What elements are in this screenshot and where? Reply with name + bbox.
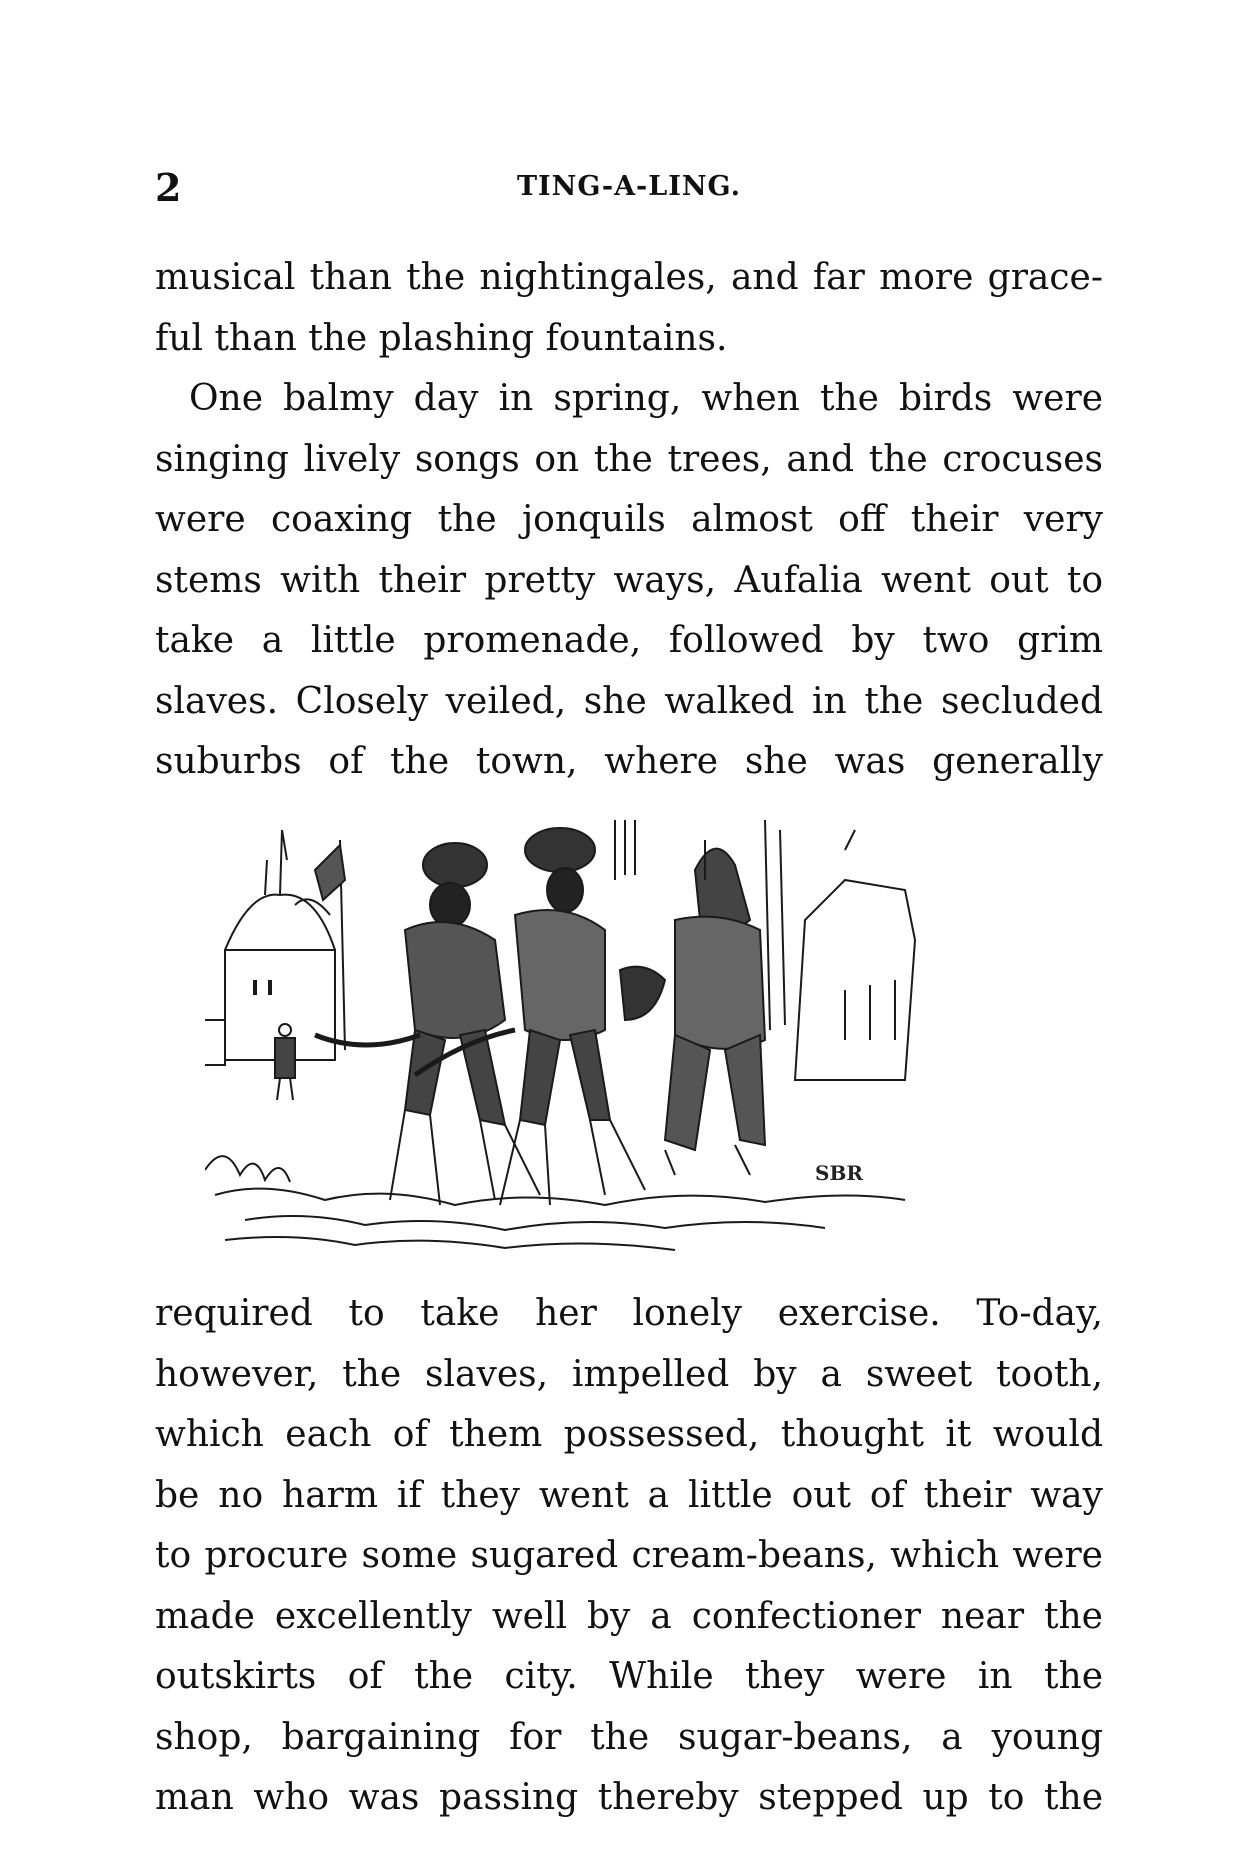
text-line: however, the slaves, impelled by a sweet tooth, [155, 1353, 1103, 1395]
text-line: slaves. Closely veiled, she walked in the secluded [155, 680, 1103, 722]
text-line: take a little promenade, followed by two grim [155, 620, 1103, 661]
flagpole [315, 840, 345, 1050]
engraving-illustration [205, 820, 1035, 1260]
text-line: singing lively songs on the trees, and the crocuses [155, 438, 1103, 480]
text-line: made excellently well by a confectioner near the [155, 1595, 1103, 1637]
text-line: to procure some sugared cream-beans, which were [155, 1535, 1103, 1576]
top-text-block [155, 248, 1103, 793]
text-line: suburbs of the town, where she was generally [155, 741, 1103, 782]
page-header [155, 165, 1103, 211]
distant-figure [275, 1024, 295, 1100]
bottom-text-block [155, 1284, 1103, 1829]
cobblestone-ground [205, 1156, 905, 1250]
running-title: TING-A-LING. [516, 171, 742, 202]
domed-building [205, 830, 335, 1065]
slave-figure-1 [315, 843, 540, 1205]
text-line: be no harm if they went a little out of their way [155, 1474, 1103, 1516]
veiled-lady-figure [620, 849, 765, 1175]
text-line: which each of them possessed, thought it would [155, 1414, 1103, 1455]
text-line: outskirts of the city. While they were in the [155, 1656, 1103, 1697]
illustrator-signature: SBR [815, 1161, 863, 1185]
text-line: musical than the nightingales, and far more grace- [155, 257, 1103, 298]
text-line: man who was passing thereby stepped up to the [155, 1777, 1103, 1818]
paragraph-first-line: One balmy day in spring, when the birds were [189, 378, 1103, 419]
text-line: shop, bargaining for the sugar-beans, a young [155, 1716, 1103, 1758]
text-line: stems with their pretty ways, Aufalia went out to [155, 559, 1103, 601]
page-number: 2 [155, 165, 182, 210]
text-line: ful than the plashing fountains. [155, 317, 728, 359]
text-line: required to take her lonely exercise. To-day, [155, 1293, 1103, 1334]
text-line: were coaxing the jonquils almost off their very [155, 499, 1103, 540]
